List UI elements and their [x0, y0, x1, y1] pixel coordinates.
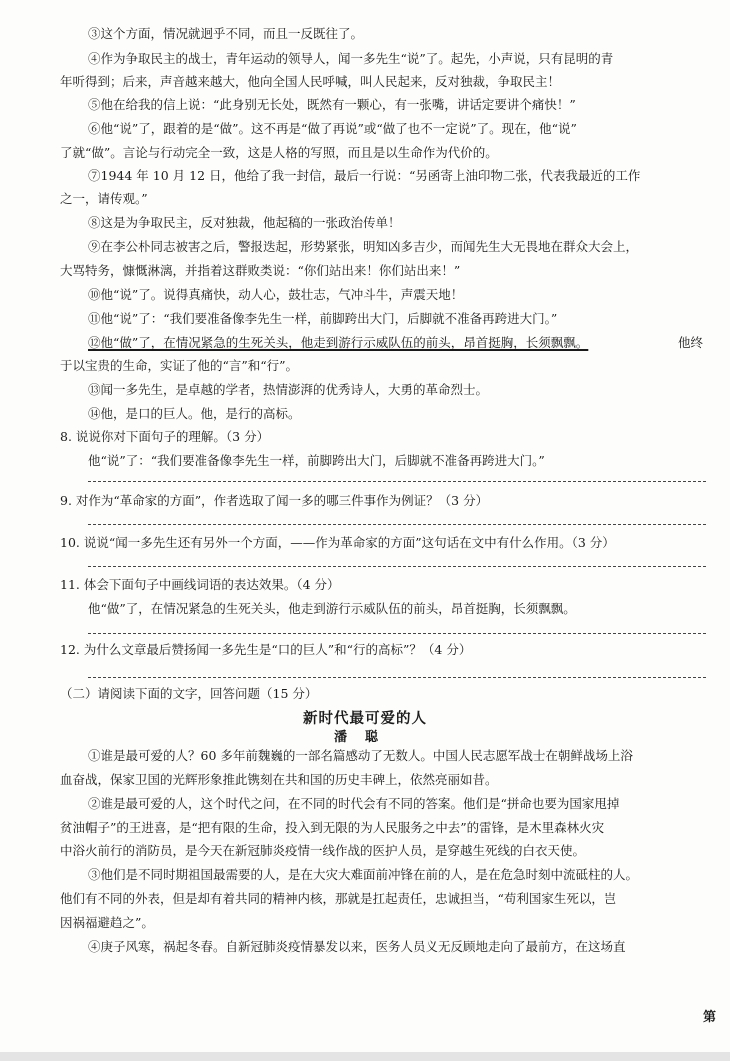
paragraph-13: ⑬闻一多先生，是卓越的学者，热情澎湃的优秀诗人，大勇的革命烈士。 — [88, 382, 489, 397]
paragraph-4-line-2: 年听得到；后来，声音越来越大，他向全国人民呼喊，叫人民起来，反对独裁，争取民主！ — [60, 74, 561, 89]
paragraph-7-line-2: 之一，请传观。” — [60, 191, 148, 206]
underlined-sentence: ⑫他“做”了，在情况紧急的生死关头，他走到游行示威队伍的前头，昂首挺胸，长须飘飘。 — [88, 335, 589, 350]
article-paragraph-4-line-1: ④庚子风寒，祸起冬春。自新冠肺炎疫情暴发以来，医务人员义无反顾地走向了最前方，在这场直 — [88, 939, 626, 954]
page-bottom-edge — [0, 1052, 730, 1061]
article-paragraph-3-line-2: 他们有不同的外表，但是却有着共同的精神内核，那就是扛起责任，忠诚担当，“苟利国家生死以，岂 — [60, 891, 617, 906]
paragraph-5: ⑤他在给我的信上说：“此身别无长处，既然有一颗心，有一张嘴，讲话定要讲个痛快！” — [88, 97, 576, 112]
paragraph-8: ⑧这是为争取民主，反对独裁，他起稿的一张政治传单！ — [88, 215, 401, 230]
article-paragraph-3-line-3: 因祸福避趋之”。 — [60, 915, 154, 930]
question-11-quote: 他“做”了，在情况紧急的生死关头，他走到游行示威队伍的前头，昂首挺胸，长须飘飘。 — [88, 601, 576, 616]
section-heading: （二）请阅读下面的文字，回答问题（15 分） — [60, 686, 318, 701]
article-paragraph-2-line-3: 中浴火前行的消防员，是今天在新冠肺炎疫情一线作战的医护人员，是穿越生死线的白衣天使。 — [60, 843, 586, 858]
question-9: 9. 对作为“革命家的方面”，作者选取了闻一多的哪三件事作为例证？（3 分） — [60, 493, 489, 508]
article-author: 潘聪 — [333, 730, 396, 745]
question-11: 11. 体会下面句子中画线词语的表达效果。（4 分） — [60, 577, 340, 592]
article-paragraph-2-line-2: 贫油帽子”的王进喜，是“把有限的生命，投入到无限的为人民服务之中去”的雷锋，是木里森林火灾 — [60, 820, 605, 835]
paragraph-7-line-1: ⑦1944 年 10 月 12 日，他给了我一封信，最后一行说：“另函寄上油印物二张，代表我最近的工作 — [88, 168, 641, 183]
paragraph-12-line-2: 于以宝贵的生命，实证了他的“言”和“行”。 — [60, 358, 299, 373]
paragraph-12-line-1-end: 他终 — [678, 335, 704, 350]
article-paragraph-1-line-2: 血奋战，保家卫国的光辉形象推此镌刻在共和国的历史丰碑上，依然亮丽如昔。 — [60, 772, 498, 787]
paragraph-12-line-1 — [88, 335, 690, 351]
question-8-quote: 他“说”了：“我们要准备像李先生一样，前脚跨出大门，后脚就不准备再跨进大门。” — [88, 453, 545, 468]
question-10: 10. 说说“闻一多先生还有另外一个方面，——作为革命家的方面”这句话在文中有什么作用。（3 分） — [60, 535, 615, 550]
paragraph-4-line-1: ④作为争取民主的战士，青年运动的领导人，闻一多先生“说”了。起先，小声说，只有昆明的青 — [88, 51, 614, 66]
answer-line-12[interactable] — [88, 677, 706, 678]
question-12: 12. 为什么文章最后赞扬闻一多先生是“口的巨人”和“行的高标”？（4 分） — [60, 642, 472, 657]
article-title: 新时代最可爱的人 — [303, 710, 427, 727]
article-paragraph-1-line-1: ①谁是最可爱的人？60 多年前魏巍的一部名篇感动了无数人。中国人民志愿军战士在朝鲜战场上浴 — [88, 748, 633, 763]
paragraph-11: ⑪他“说”了：“我们要准备像李先生一样，前脚跨出大门，后脚就不准备再跨进大门。” — [88, 311, 558, 326]
answer-line-8[interactable] — [88, 481, 706, 482]
paragraph-6-line-1: ⑥他“说”了，跟着的是“做”。这不再是“做了再说”或“做了也不一定说”了。现在，他“说” — [88, 121, 577, 136]
paragraph-3: ③这个方面，情况就迥乎不同，而且一反既往了。 — [88, 26, 364, 41]
page-number-label: 第 — [702, 1010, 716, 1025]
answer-line-9[interactable] — [88, 524, 706, 525]
paragraph-6-line-2: 了就“做”。言论与行动完全一致，这是人格的写照，而且是以生命作为代价的。 — [60, 145, 498, 160]
question-8: 8. 说说你对下面句子的理解。（3 分） — [60, 429, 270, 444]
paragraph-9-line-2: 大骂特务，慷慨淋漓，并指着这群败类说：“你们站出来！你们站出来！” — [60, 263, 461, 278]
paragraph-10: ⑩他“说”了。说得真痛快，动人心，鼓壮志，气冲斗牛，声震天地！ — [88, 287, 464, 302]
article-paragraph-2-line-1: ②谁是最可爱的人，这个时代之问，在不同的时代会有不同的答案。他们是“拼命也要为国家甩掉 — [88, 796, 620, 811]
paragraph-14: ⑭他，是口的巨人。他，是行的高标。 — [88, 406, 301, 421]
answer-line-11[interactable] — [88, 633, 706, 634]
answer-line-10[interactable] — [88, 566, 706, 567]
article-paragraph-3-line-1: ③他们是不同时期祖国最需要的人，是在大灾大难面前冲锋在前的人，是在危急时刻中流砥柱的人。 — [88, 867, 639, 882]
paragraph-9-line-1: ⑨在李公朴同志被害之后，警报迭起，形势紧张，明知凶多吉少，而闻先生大无畏地在群众大会上， — [88, 239, 639, 254]
